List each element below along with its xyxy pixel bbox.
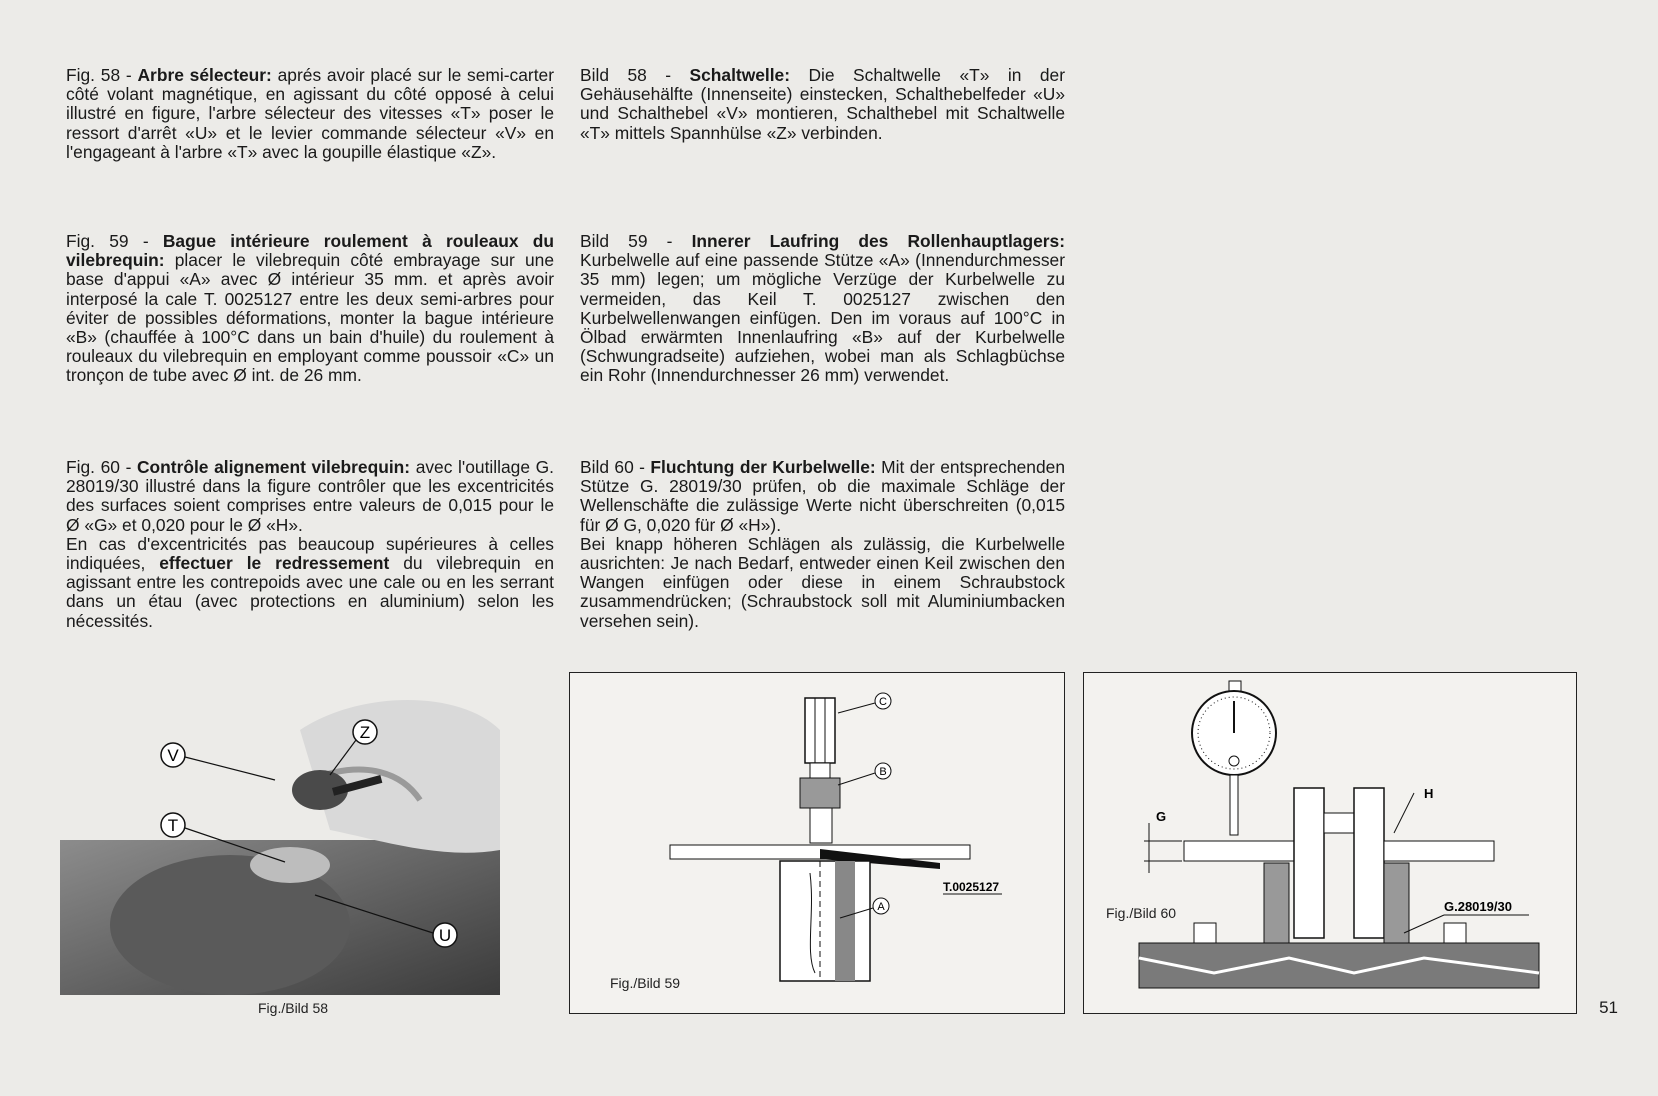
svg-text:T: T <box>167 816 179 835</box>
svg-text:B: B <box>879 766 887 778</box>
fig59-caption: Fig./Bild 59 <box>610 975 681 991</box>
label-u-circle <box>433 923 457 947</box>
left-shaft <box>1184 841 1294 861</box>
fig58-caption: Fig./Bild 58 <box>258 1000 329 1016</box>
svg-text:V: V <box>167 746 179 765</box>
pusher-tube <box>805 698 835 763</box>
svg-text:U: U <box>438 926 452 945</box>
fig58-text-fr: Fig. 58 - Arbre sélecteur: aprés avoir placé sur le semi-carter côté volant magnétique, en agissant du côté opposé à celui illustré en figure, l'arbre sélecteur des vitesses «T» poser le ressort d'arrêt «U» et le levier commande sélecteur «V» en l'engageant à l'arbre «T» avec la goupille élastique «Z». <box>66 65 554 162</box>
inner-ring <box>800 778 840 808</box>
fig59-illustration <box>570 673 1064 1013</box>
fig60-label-g: G <box>1156 809 1167 824</box>
svg-text:C: C <box>879 696 887 708</box>
gauge-stem <box>1230 775 1238 835</box>
fig58-illustration <box>60 690 500 995</box>
left-web <box>1294 788 1324 938</box>
fig59-text-de: Bild 59 - Innerer Laufring des Rollenhauptlagers: Kurbelwelle auf eine passende Stütze «A» (Innendurchmesser 35 mm) legen; um mögliche Verzüge der Kurbelwelle zu vermeiden, das Keil T. 0025127 zwischen den Kurbelwellenwangen einfügen. Den im voraus auf 100°C in Ölbad erwärmten Innenlaufring «B» auf der Kurbelwelle (Schwungradseite) aufziehen, wobei man als Schlagbüchse ein Rohr (Innendurchnesser 26 mm) verwendet. <box>580 231 1065 386</box>
fig60-box <box>1083 672 1577 1014</box>
fig59-tool-label: T.0025127 <box>943 880 1000 894</box>
fig60-text-de: Bild 60 - Fluchtung der Kurbelwelle: Mit der entsprechenden Stütze G. 28019/30 prüfen, ob die maximale Schläge der Wellenschäfte die zulässige Werte nicht überschreiten (0,015 für Ø G, 0,020 für Ø «H»). Bei knapp höheren Schlägen als zulässig, die Kurbelwelle ausrichten: Je nach Bedarf, entweder einen Keil zwischen den Wangen einfügen oder diese in einem Schraubstock zusammendrücken; (Schraubstock soll mit Aluminiumbacken versehen sein). <box>580 457 1065 631</box>
fig58-photo <box>60 690 500 995</box>
fig60-text-fr: Fig. 60 - Contrôle alignement vilebrequin: avec l'outillage G. 28019/30 illustré dans la figure contrôler que les excentricités des surfaces soient comprises entre valeurs de 0,015 pour le Ø «G» et 0,020 pour le Ø «H». En cas d'excentricités pas beaucoup supérieures à celles indiquées, effectuer le redressement du vilebrequin en agissant entre les contrepoids avec une cale ou en les serrant dans un étau (avec protections en aluminium) selon les nécessités. <box>66 457 554 631</box>
support-base <box>780 861 870 981</box>
shaft-boss <box>250 847 330 883</box>
svg-text:A: A <box>877 901 885 913</box>
fig60-label-h: H <box>1424 786 1434 801</box>
fig59-text-fr: Fig. 59 - Bague intérieure roulement à rouleaux du vilebrequin: placer le vilebrequin côté embrayage sur une base d'appui «A» avec Ø intérieur 35 mm. et après avoir interposé la cale T. 0025127 entre les deux semi-arbres pour éviter de possibles déformations, monter la bague intérieure «B» (chauffée à 100°C dans un bain d'huile) du roulement à rouleaux du vilebrequin en employant comme poussoir «C» un tronçon de tube avec Ø int. de 26 mm. <box>66 231 554 386</box>
label-v-circle <box>161 743 185 767</box>
fig60-caption: Fig./Bild 60 <box>1106 905 1177 921</box>
label-c-circle <box>875 693 891 709</box>
label-b-circle <box>875 763 891 779</box>
page-number: 51 <box>1599 998 1618 1017</box>
label-a-circle <box>873 898 889 914</box>
shaft <box>810 808 832 843</box>
label-t-circle <box>161 813 185 837</box>
fig58-text-de: Bild 58 - Schaltwelle: Die Schaltwelle «T» in der Gehäusehälfte (Innenseite) einstecken, Schalthebelfeder «U» und Schalthebel «V» montieren, Schalthebel mit Schaltwelle «T» mittels Spannhülse «Z» verbinden. <box>580 65 1065 143</box>
svg-text:Z: Z <box>359 723 371 742</box>
right-v-block <box>1384 863 1409 943</box>
crank-pin <box>1324 813 1354 833</box>
right-web <box>1354 788 1384 938</box>
support-wall <box>835 861 855 981</box>
fig60-illustration <box>1084 673 1576 1013</box>
right-shaft <box>1384 841 1494 861</box>
collar <box>810 763 830 778</box>
label-z-circle <box>353 720 377 744</box>
left-v-block <box>1264 863 1289 943</box>
fig59-box <box>569 672 1065 1014</box>
fig60-tool-label: G.28019/30 <box>1444 899 1512 914</box>
